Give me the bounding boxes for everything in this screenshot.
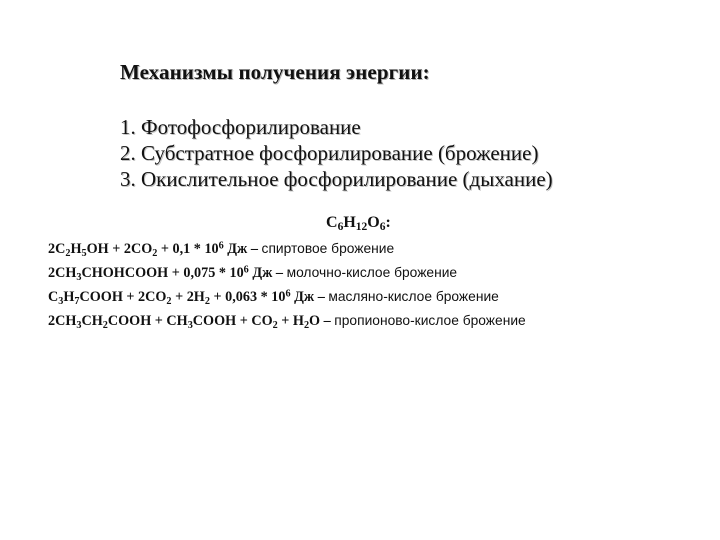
reaction-butyric-fermentation [48,285,526,309]
subscript: 5 [81,247,87,259]
substrate-formula: $C_6H_{12}O_6$: [326,214,391,234]
mechanism-item-oxidative-phosphorylation: 3. Окислительное фосфорилирование (дыхание) [120,167,553,191]
reaction-formula: $2CH_3CHOHCOOH + 0,075 * 10^6$ Дж – [48,264,287,283]
subscript: 3 [58,295,64,307]
subscript: 2 [65,247,71,259]
subscript: 6 [337,221,344,234]
subscript: 3 [76,271,82,283]
slide-title: Механизмы получения энергии: [120,60,430,84]
subscript: 3 [187,319,193,331]
reaction-formula: $C_3H_7COOH + 2CO_2 + 2H_2 + 0,063 * 10^6$ Дж – [48,288,329,307]
reaction-alcoholic-fermentation [48,237,526,261]
subscript: 2 [272,319,278,331]
subscript: 2 [102,319,108,331]
mechanism-item-photophosphorylation: 1. Фотофосфорилирование [120,115,361,139]
reaction-description: спиртовое брожение [261,241,395,256]
subscript: 2 [303,319,310,331]
subscript: 7 [74,295,80,307]
mechanisms-list [120,114,553,192]
subscript: 12 [355,221,368,234]
superscript: 6 [243,264,249,276]
fermentation-reactions-list [48,237,526,333]
subscript: 6 [379,221,386,234]
subscript: 2 [166,295,172,307]
reaction-lactic-fermentation [48,261,526,285]
subscript: 2 [152,247,158,259]
subscript: 3 [76,319,82,331]
superscript: 6 [218,240,224,252]
reaction-formula: $2C_2H_5OH + 2CO_2 + 0,1 * 10^6$ Дж – [48,240,262,259]
reaction-description: пропионово-кислое брожение [334,313,526,328]
reaction-formula: $2CH_3CH_2COOH$ + $CH_3COOH + CO_2 + H_2O$ – [48,313,335,331]
subscript: 2 [204,295,210,307]
superscript: 6 [285,288,291,300]
reaction-description: молочно-кислое брожение [286,265,458,280]
reaction-description: масляно-кислое брожение [328,289,499,304]
mechanism-item-substrate-phosphorylation: 2. Субстратное фосфорилирование (брожение) [120,141,539,165]
reaction-propionic-fermentation [48,309,526,333]
